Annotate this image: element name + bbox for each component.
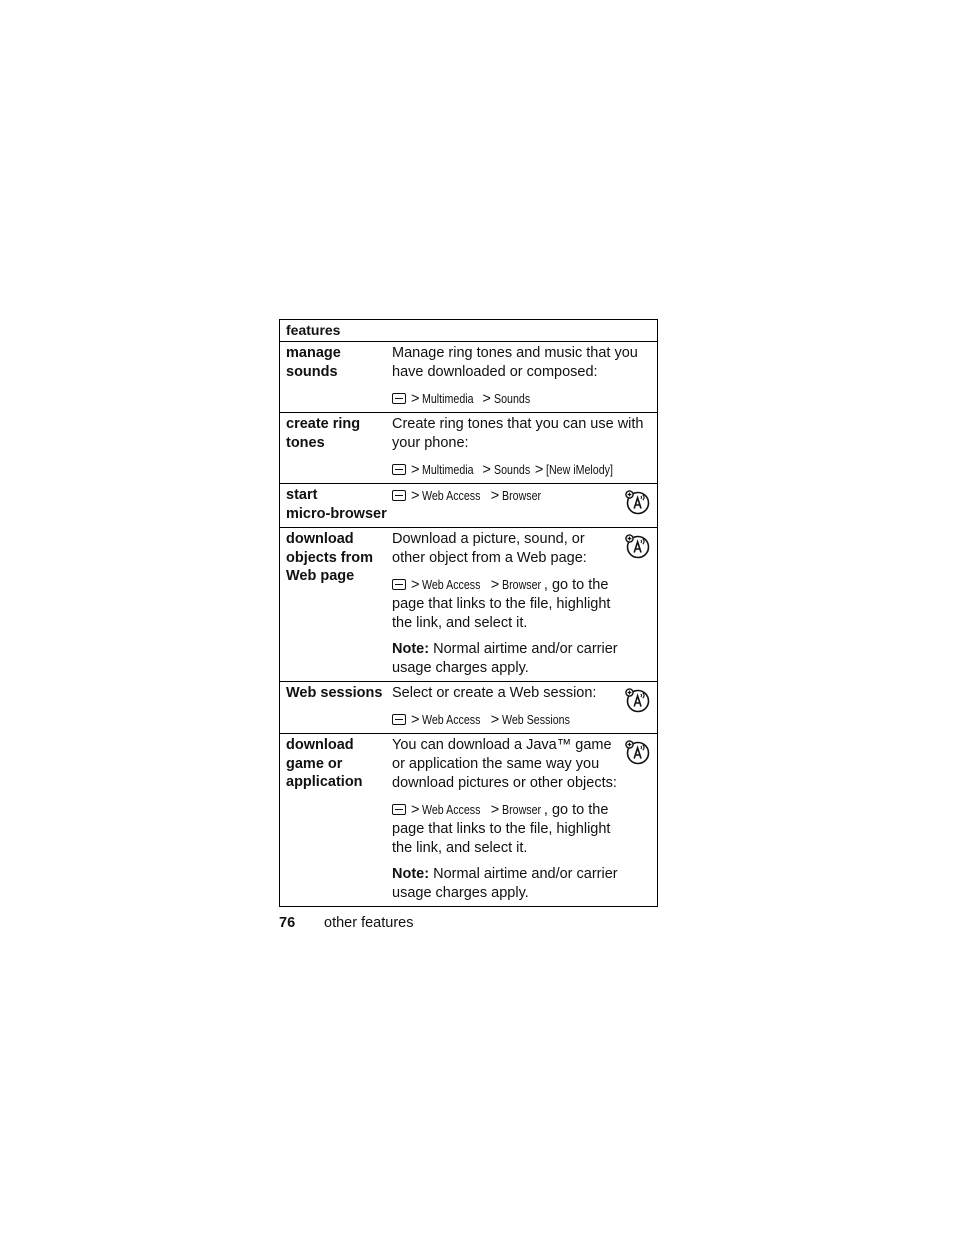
path-separator: >	[490, 712, 500, 728]
path-separator: >	[534, 462, 544, 478]
path-suffix: , go to the page that links to the file, highlight the link, and select it.	[392, 577, 611, 631]
note-text: Normal airtime and/or carrier usage charges apply.	[392, 641, 618, 676]
feature-name: download game or application	[286, 737, 363, 790]
network-dependent-icon	[625, 687, 651, 713]
menu-item: Browser	[502, 488, 542, 503]
path-separator: >	[411, 391, 420, 407]
menu-key-icon	[392, 714, 406, 725]
network-dependent-icon	[625, 489, 651, 515]
note-label: Note:	[392, 641, 430, 657]
table-header: features	[280, 320, 657, 342]
menu-item: Web Access	[422, 577, 481, 592]
menu-path	[392, 486, 623, 506]
menu-key-icon	[392, 490, 406, 501]
path-separator: >	[411, 462, 420, 478]
path-separator: >	[411, 712, 420, 728]
menu-path	[392, 800, 623, 858]
menu-item: Sounds	[493, 391, 530, 406]
menu-path	[392, 710, 623, 730]
note	[392, 865, 623, 903]
feature-name: manage sounds	[286, 345, 341, 380]
table-body	[280, 342, 657, 906]
description-text: You can download a Java™ game or application the same way you download pictures or other objects:	[392, 737, 617, 791]
path-suffix: , go to the page that links to the file, highlight the link, and select it.	[392, 802, 611, 856]
menu-item: Web Access	[422, 802, 481, 817]
description-text: Manage ring tones and music that you have downloaded or composed:	[392, 345, 638, 380]
path-separator: >	[482, 391, 491, 407]
section-name: other features	[324, 915, 414, 931]
menu-item: [New iMelody]	[546, 462, 614, 477]
path-separator: >	[411, 802, 420, 818]
menu-path	[392, 389, 649, 409]
page-number: 76	[279, 915, 296, 931]
menu-item: Browser	[502, 802, 542, 817]
feature-description	[392, 484, 657, 527]
menu-item: Web Access	[422, 712, 481, 727]
feature-description	[392, 413, 657, 483]
table-row	[280, 342, 657, 413]
table-row	[280, 682, 657, 734]
path-separator: >	[490, 577, 500, 593]
description-text: Download a picture, sound, or other object from a Web page:	[392, 531, 587, 566]
feature-description	[392, 528, 657, 681]
menu-item: Browser	[502, 577, 542, 592]
description-text: Select or create a Web session:	[392, 685, 597, 701]
path-separator: >	[411, 577, 420, 593]
path-separator: >	[490, 488, 500, 504]
menu-path	[392, 460, 649, 480]
feature-name: download objects from Web page	[286, 531, 374, 584]
features-table	[279, 319, 658, 907]
menu-key-icon	[392, 579, 406, 590]
feature-name: Web sessions	[286, 685, 383, 701]
table-row	[280, 528, 657, 682]
path-separator: >	[411, 488, 420, 504]
note-text: Normal airtime and/or carrier usage charges apply.	[392, 866, 618, 901]
feature-description	[392, 342, 657, 412]
menu-item: Multimedia	[422, 391, 475, 406]
note-label: Note:	[392, 866, 430, 882]
menu-item: Multimedia	[422, 462, 475, 477]
menu-item: Web Access	[422, 488, 481, 503]
menu-key-icon	[392, 464, 406, 475]
table-row	[280, 734, 657, 906]
menu-item: Web Sessions	[502, 712, 571, 727]
menu-item: Sounds	[493, 462, 530, 477]
feature-description	[392, 682, 657, 733]
feature-description	[392, 734, 657, 906]
description-text: Create ring tones that you can use with your phone:	[392, 416, 644, 451]
path-separator: >	[490, 802, 500, 818]
path-separator: >	[482, 462, 491, 478]
table-row	[280, 484, 657, 528]
table-row	[280, 413, 657, 484]
note	[392, 640, 623, 678]
network-dependent-icon	[625, 533, 651, 559]
menu-key-icon	[392, 393, 406, 404]
feature-name: start micro-browser	[286, 487, 387, 522]
network-dependent-icon	[625, 739, 651, 765]
menu-path	[392, 575, 623, 633]
feature-name: create ring tones	[286, 416, 361, 451]
menu-key-icon	[392, 804, 406, 815]
